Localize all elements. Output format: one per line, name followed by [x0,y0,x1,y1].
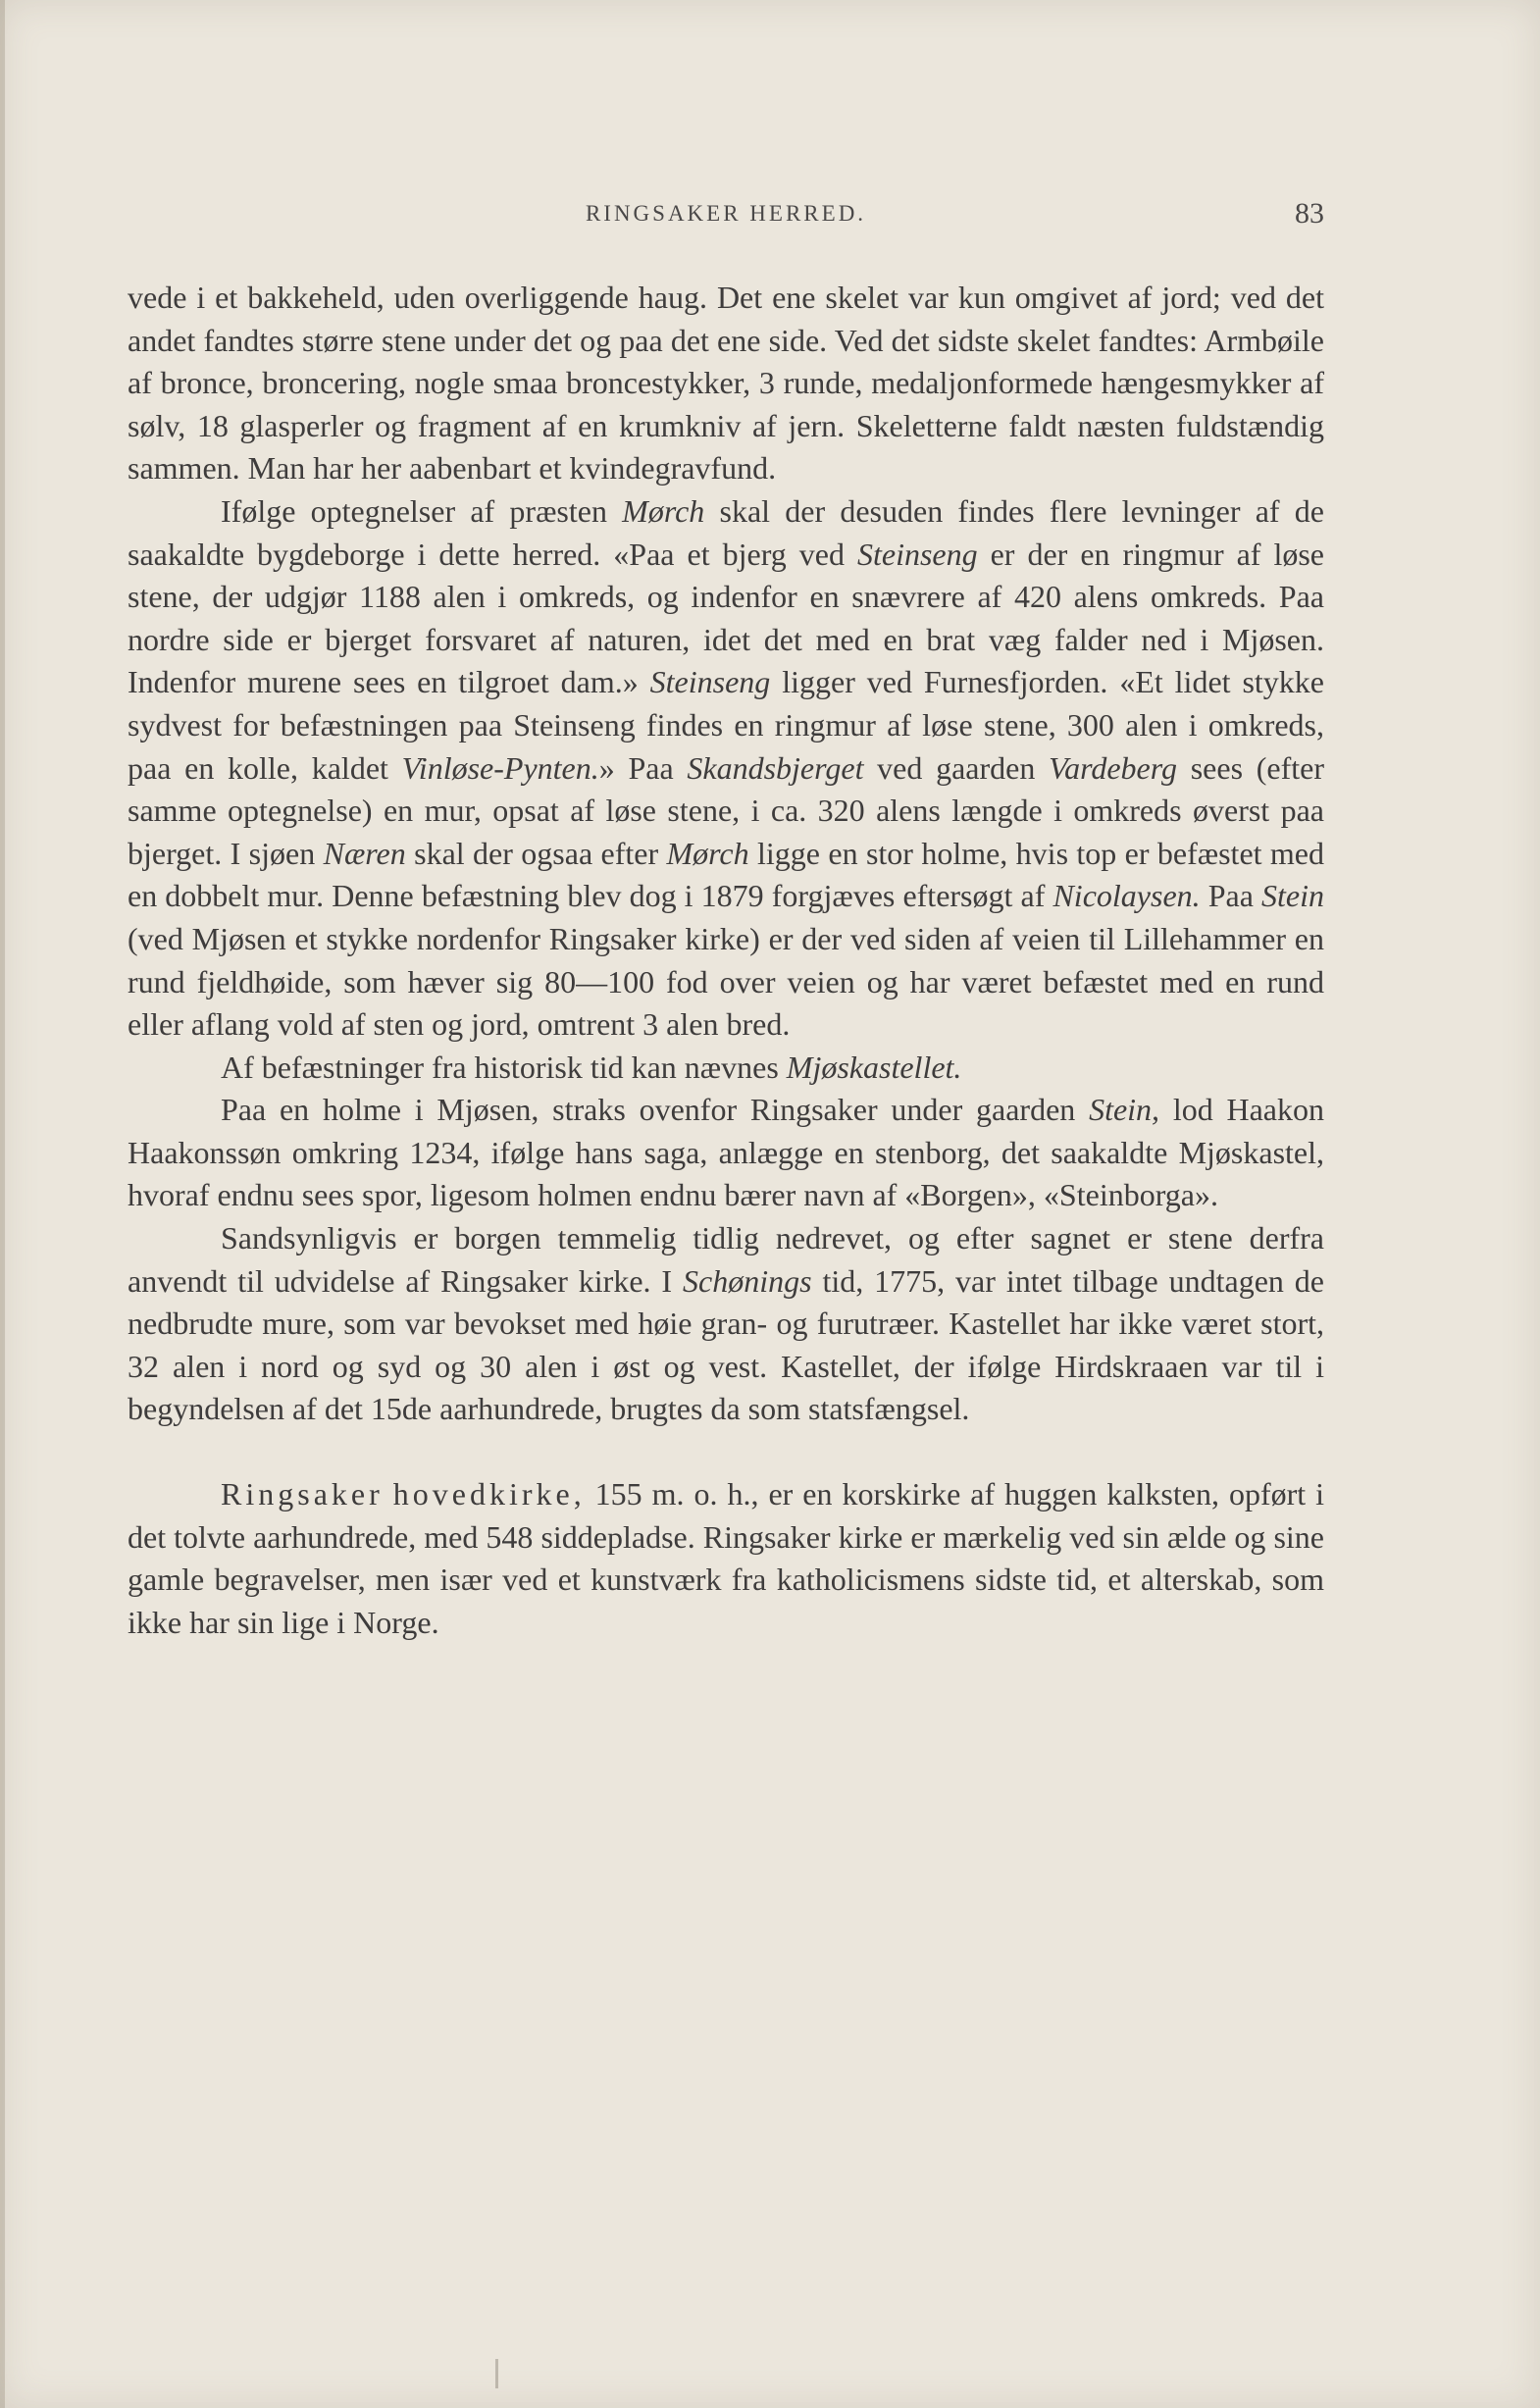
italic-name: Vinløse-Pynten. [401,749,599,786]
running-head: RINGSAKER HERRED. [585,201,867,226]
paragraph-text: lod Haakon Haakonssøn omkring 1234, ifølge hans saga, anlægge en stenborg, det saakaldte Mjøskastel, hvoraf endnu sees spor, ligesom holmen endnu bærer navn af «Borgen», «Steinborga». [128,1092,1324,1213]
body-paragraph [128,1047,1324,1090]
paragraph-text: er der en ringmur af løse stene, der udgjør 1188 alen i omkreds, og indenfor en snævrere af 420 alens omkreds. Paa nordre side er bjerget forsvaret af naturen, idet det med en brat væg falder ned i Mjøsen. Indenfor murene sees en tilgroet dam.» [128,536,1325,700]
body-paragraph [128,1089,1324,1217]
page-number: 83 [1295,197,1324,230]
italic-name: Mørch [666,835,749,871]
paragraph-text: ligge en stor holme, hvis top er befæstet med en dobbelt mur. Denne befæstning blev dog i 1879 forgjæves eftersøgt af [128,835,1324,914]
italic-name: Steinseng [649,664,771,700]
paragraph-text: Ifølge optegnelser af præsten [221,492,623,529]
paragraph-text: (ved Mjøsen et stykke nordenfor Ringsaker kirke) er der ved siden af veien til Lillehammer en rund fjeldhøide, som hæver sig 80—100 fod over veien og har været befæstet med en rund eller aflang vold af sten og jord, omtrent 3 alen bred. [128,920,1324,1043]
spaced-heading-text: hovedkirke, [392,1476,586,1512]
italic-name: Skandsbjerget [687,749,864,786]
italic-name: Stein [1261,878,1325,914]
paragraph-text: Af befæstninger fra historisk tid kan nævnes [221,1049,787,1085]
paragraph-text: skal der ogsaa efter [405,835,667,871]
paragraph-text: Paa en holme i Mjøsen, straks ovenfor Ringsaker under gaarden [221,1092,1090,1128]
page-edge-rule [0,0,5,2408]
paragraph-text: ligger ved Furnesfjorden. «Et lidet stykke sydvest for befæstningen paa Steinseng findes en ringmur af løse stene, 300 alen i omkreds, paa en kolle, kaldet [128,664,1325,786]
paragraph-text: Paa [1200,878,1262,914]
italic-name: Mørch [622,492,705,529]
paragraph-text [384,1476,393,1511]
paragraph-text: skal der desuden findes flere levninger af de saakaldte bygdeborge i dette herred. «Paa et bjerg ved [128,492,1324,572]
body-paragraph [128,277,1324,490]
body-paragraph [128,1217,1324,1431]
paragraph-text: vede i et bakkeheld, uden overliggende haug. Det ene skelet var kun omgivet af jord; ved det andet fandtes større stene under det og paa det ene side. Ved det sidste skelet fandtes: Armbøile af bronce, broncering, nogle smaa broncestykker, 3 runde, medaljonformede hængesmykker af sølv, 18 glasperler og fragment af en krumkniv af jern. Skeletterne faldt næsten fuldstændig sammen. Man har her aabenbart et kvindegravfund. [128,280,1324,487]
italic-name: Nicolaysen. [1052,878,1201,914]
spaced-heading-text: Ringsaker [221,1476,384,1512]
page-header [128,197,1324,240]
italic-name: Vardeberg [1049,749,1178,786]
paragraph-text: Sandsynligvis er borgen temmelig tidlig nedrevet, og efter sagnet er stene derfra anvendt til udvidelse af Ringsaker kirke. I [128,1220,1324,1299]
italic-name: Schønings [683,1262,812,1299]
paragraph-text: 155 m. o. h., er en korskirke af huggen kalksten, opført i det tolvte aarhundrede, med 548 siddepladse. Ringsaker kirke er mærkelig ved sin ælde og sine gamle begravelser, men især ved et kunstværk fra katholicismens sidste tid, et alterskab, som ikke har sin lige i Norge. [128,1476,1325,1640]
paragraph-text: sees (efter samme optegnelse) en mur, opsat af løse stene, i ca. 320 alens længde i omkreds øverst paa bjerget. I sjøen [128,749,1325,871]
paragraph-text: tid, 1775, var intet tilbage undtagen de nedbrudte mure, som var bevokset med høie gran- og furutræer. Kastellet har ikke været stort, 32 alen i nord og syd og 30 alen i øst og vest. Kastellet, der ifølge Hirdskraaen var til i begyndelsen af det 15de aarhundrede, brugtes da som statsfængsel. [128,1262,1325,1427]
body-paragraph [128,490,1324,1047]
body-paragraph [128,1473,1324,1644]
italic-name: Mjøskastellet. [786,1049,962,1085]
scan-artifact [495,2359,498,2388]
page-body [128,277,1324,1644]
paragraph-text: ved gaarden [863,749,1050,786]
italic-name: Steinseng [856,536,978,572]
italic-name: Næren [323,835,406,871]
italic-name: Stein, [1089,1092,1160,1128]
paragraph-text: » Paa [598,749,688,786]
